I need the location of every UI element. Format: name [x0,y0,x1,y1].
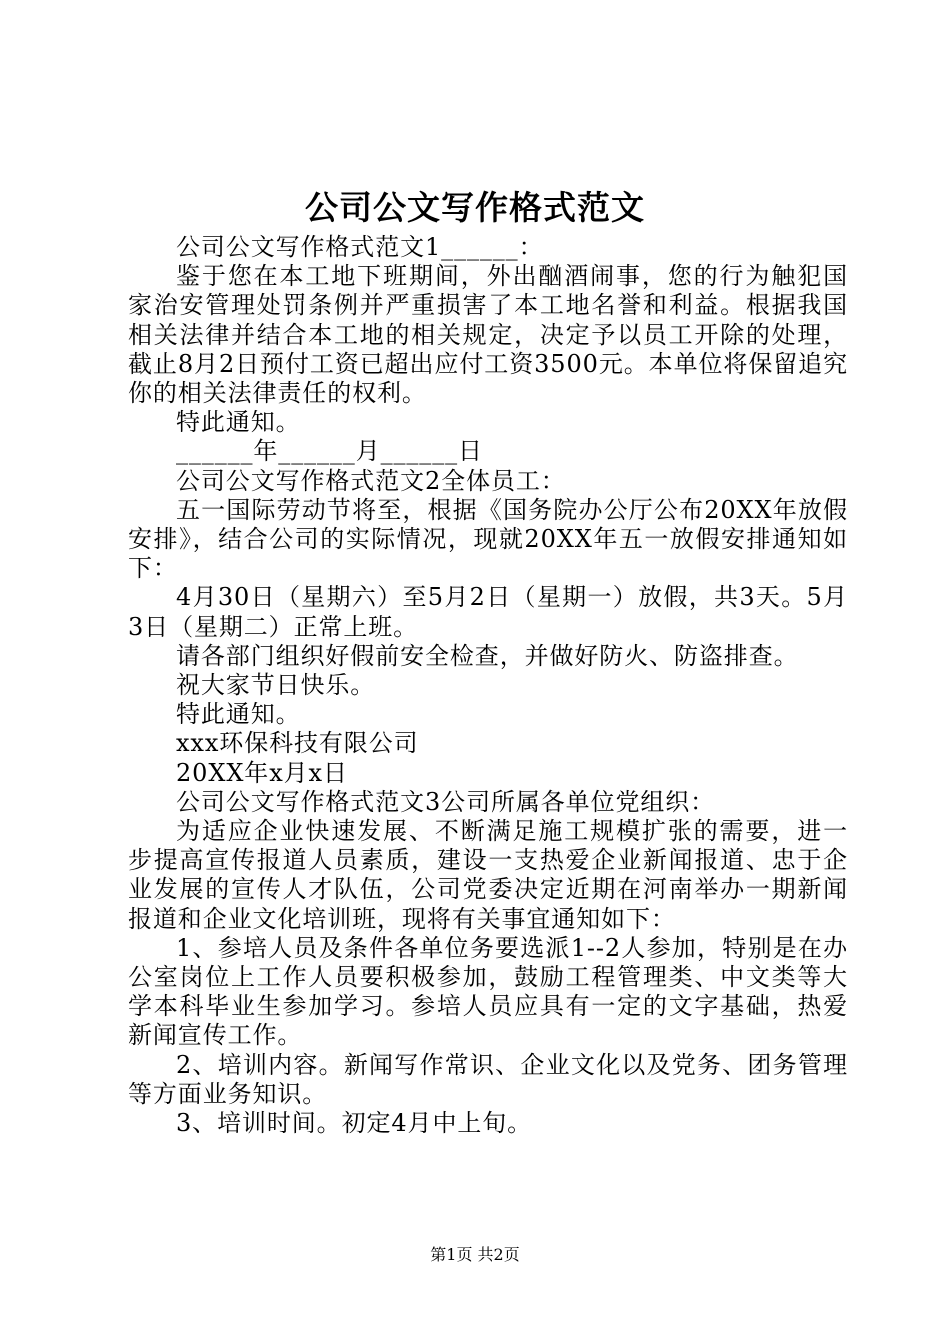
page-footer: 第1页 共2页 [430,1245,520,1264]
paragraph: 公司公文写作格式范文3公司所属各单位党组织： [176,787,716,816]
paragraph: 2、培训内容。新闻写作常识、企业文化以及党务、团务管理等方面业务知识。 [128,1050,848,1108]
paragraph: xxx环保科技有限公司 [176,729,419,758]
paragraph: 1、参培人员及条件各单位务要选派1--2人参加，特别是在办公室岗位上工作人员要积极参加，鼓励工程管理类、中文类等大学本科毕业生参加学习。参培人员应具有一定的文字基础，热爱新闻宣传工作。 [128,933,848,1050]
paragraph: 五一国际劳动节将至，根据《国务院办公厅公布20XX年放假安排》，结合公司的实际情况，现就20XX年五一放假安排通知如下： [128,495,848,583]
document-body [128,233,848,1138]
paragraph: 特此通知。 [176,408,301,437]
paragraph: 公司公文写作格式范文1______： [176,233,544,261]
paragraph: 4月30日（星期六）至5月2日（星期一）放假，共3天。5月3日（星期二）正常上班。 [128,583,848,641]
paragraph: 鉴于您在本工地下班期间，外出酗酒闹事，您的行为触犯国家治安管理处罚条例并严重损害了本工地名誉和利益。根据我国相关法律并结合本工地的相关规定，决定予以员工开除的处理，截止8月2日预付工资已超出应付工资3500元。本单位将保留追究你的相关法律责任的权利。 [128,262,848,408]
paragraph: 特此通知。 [176,700,301,729]
paragraph: 公司公文写作格式范文2全体员工： [176,466,566,495]
paragraph: 20XX年x月x日 [176,758,348,787]
paragraph: 请各部门组织好假前安全检查，并做好防火、防盗排查。 [176,641,799,670]
paragraph: ______年______月______日 [176,437,483,466]
document-title: 公司公文写作格式范文 [305,188,645,227]
paragraph: 3、培训时间。初定4月中上旬。 [176,1109,533,1138]
paragraph: 祝大家节日快乐。 [176,671,376,700]
paragraph: 为适应企业快速发展、不断满足施工规模扩张的需要，进一步提高宣传报道人员素质，建设一支热爱企业新闻报道、忠于企业发展的宣传人才队伍，公司党委决定近期在河南举办一期新闻报道和企业文化培训班，现将有关事宜通知如下： [128,817,848,933]
